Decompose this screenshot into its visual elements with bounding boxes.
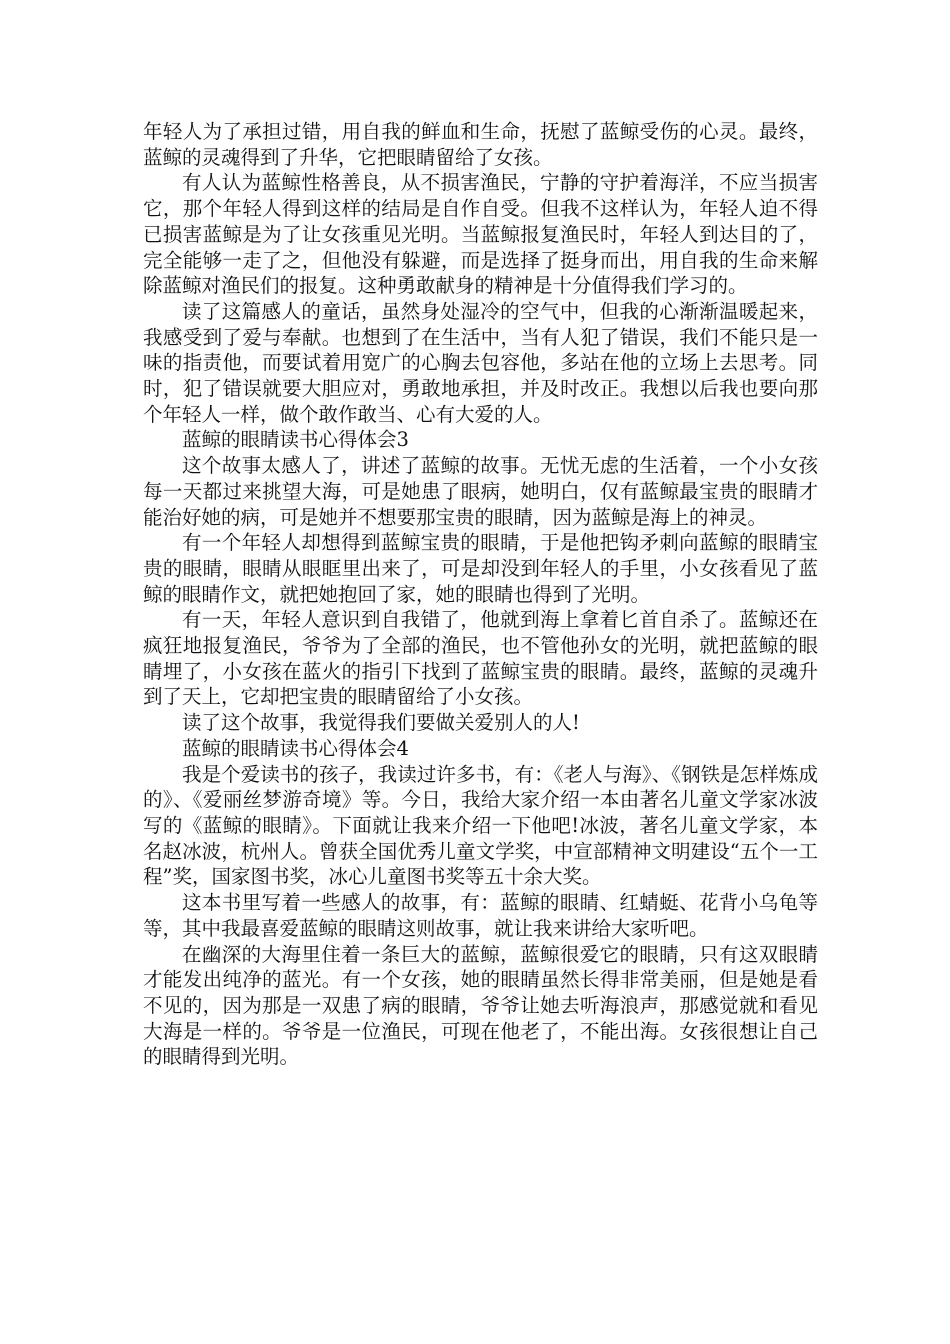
paragraph: 有人认为蓝鲸性格善良，从不损害渔民，宁静的守护着海洋，不应当损害它，那个年轻人得到这样的结局是自作自受。但我不这样认为，年轻人迫不得已损害蓝鲸是为了让女孩重见光明。当蓝鲸报复渔民时，年轻人到达目的了，完全能够一走了之，但他没有躲避，而是选择了挺身而出，用自我的生命来解除蓝鲸对渔民们的报复。这种勇敢献身的精神是十分值得我们学习的。 xyxy=(143,171,818,298)
paragraph: 有一个年轻人却想得到蓝鲸宝贵的眼睛，于是他把钩矛刺向蓝鲸的眼睛宝贵的眼睛，眼睛从眼眶里出来了，可是却没到年轻人的手里，小女孩看见了蓝鲸的眼睛作文，就把她抱回了家，她的眼睛也得到了光明。 xyxy=(143,531,818,606)
paragraph: 在幽深的大海里住着一条巨大的蓝鲸，蓝鲸很爱它的眼睛，只有这双眼睛才能发出纯净的蓝光。有一个女孩，她的眼睛虽然长得非常美丽，但是她是看不见的，因为那是一双患了病的眼睛，爷爷让她去听海浪声，那感觉就和看见大海是一样的。爷爷是一位渔民，可现在他老了，不能出海。女孩很想让自己的眼睛得到光明。 xyxy=(143,942,818,1069)
paragraph: 这个故事太感人了，讲述了蓝鲸的故事。无忧无虑的生活着，一个小女孩每一天都过来挑望大海，可是她患了眼病，她明白，仅有蓝鲸最宝贵的眼睛才能治好她的病，可是她并不想要那宝贵的眼睛，因为蓝鲸是海上的神灵。 xyxy=(143,454,818,529)
section-heading: 蓝鲸的眼睛读书心得体会4 xyxy=(182,736,409,760)
paragraph: 我是个爱读书的孩子，我读过许多书，有：《老人与海》、《钢铁是怎样炼成的》、《爱丽丝梦游奇境》等。今日，我给大家介绍一本由著名儿童文学家冰波写的《蓝鲸的眼睛》。下面就让我来介绍一下他吧!冰波，著名儿童文学家，本名赵冰波，杭州人。曾获全国优秀儿童文学奖，中宣部精神文明建设“五个一工程”奖，国家图书奖，冰心儿童图书奖等五十余大奖。 xyxy=(143,762,818,889)
paragraph-continuation: 年轻人为了承担过错，用自我的鲜血和生命，抚慰了蓝鲸受伤的心灵。最终，蓝鲸的灵魂得到了升华，它把眼睛留给了女孩。 xyxy=(143,120,818,169)
document-body xyxy=(143,119,818,1070)
section-heading: 蓝鲸的眼睛读书心得体会3 xyxy=(182,428,409,452)
paragraph: 读了这个故事，我觉得我们要做关爱别人的人! xyxy=(182,711,580,735)
paragraph: 有一天，年轻人意识到自我错了，他就到海上拿着匕首自杀了。蓝鲸还在疯狂地报复渔民，爷爷为了全部的渔民，也不管他孙女的光明，就把蓝鲸的眼睛埋了，小女孩在蓝火的指引下找到了蓝鲸宝贵的眼睛。最终，蓝鲸的灵魂升到了天上，它却把宝贵的眼睛留给了小女孩。 xyxy=(143,608,818,709)
paragraph: 这本书里写着一些感人的故事，有：蓝鲸的眼睛、红蜻蜓、花背小乌龟等等，其中我最喜爱蓝鲸的眼睛这则故事，就让我来讲给大家听吧。 xyxy=(143,891,818,940)
paragraph: 读了这篇感人的童话，虽然身处湿冷的空气中，但我的心渐渐温暖起来，我感受到了爱与奉献。也想到了在生活中，当有人犯了错误，我们不能只是一味的指责他，而要试着用宽广的心胸去包容他，多站在他的立场上去思考。同时，犯了错误就要大胆应对，勇敢地承担，并及时改正。我想以后我也要向那个年轻人一样，做个敢作敢当、心有大爱的人。 xyxy=(143,299,818,426)
